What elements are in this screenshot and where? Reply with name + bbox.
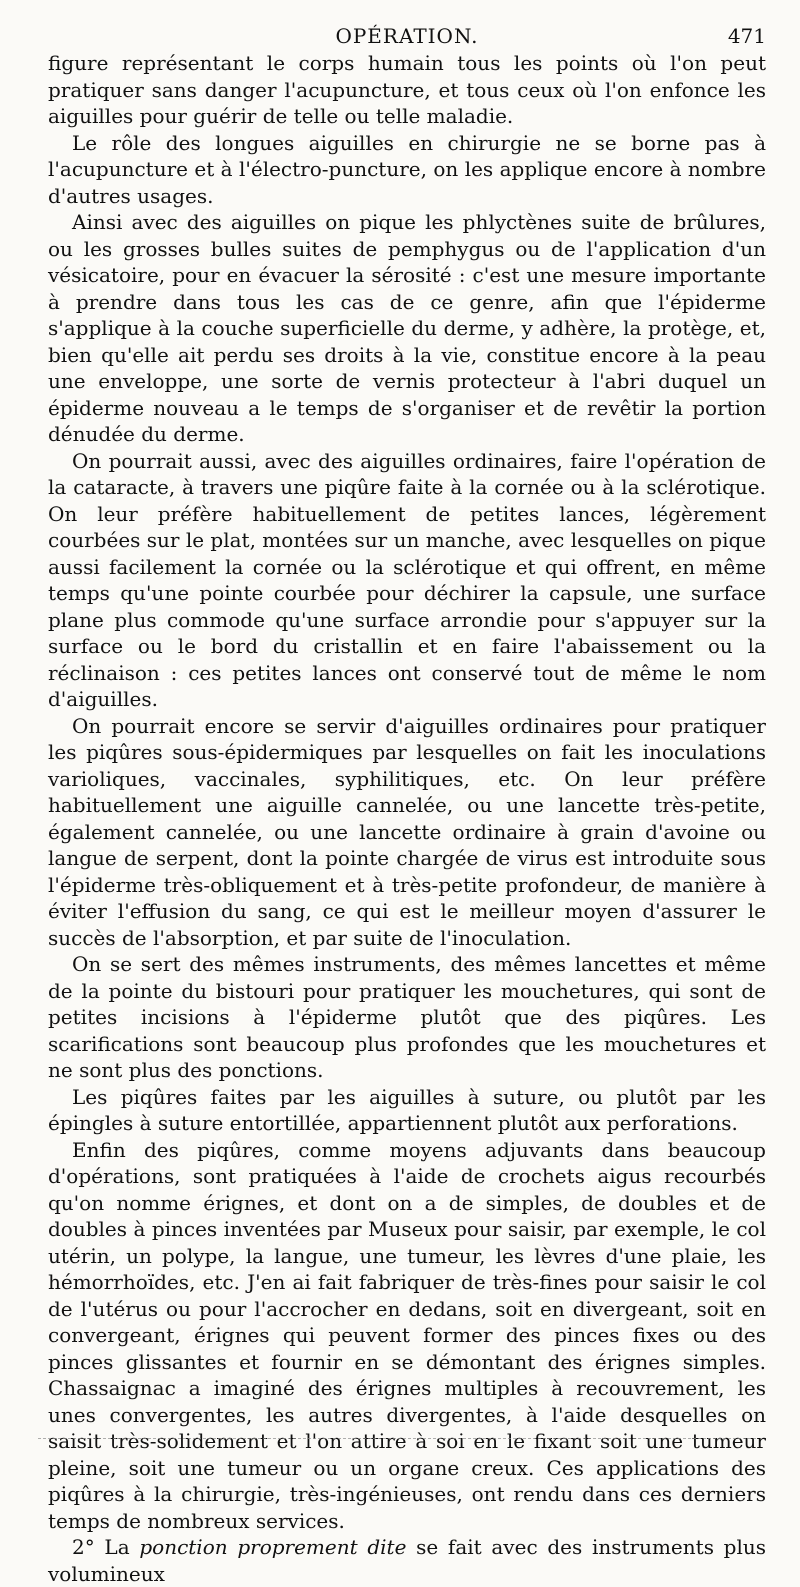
paragraph: On pourrait encore se servir d'aiguilles ordinaires pour pratiquer les piqûres sous-épidermiques par lesquelles on fait les inoculations varioliques, vaccinales, syphilitiques, etc. On leur préfère habituellement une aiguille cannelée, ou une lancette très-petite, également cannelée, ou une lancette ordinaire à grain d'avoine ou langue de serpent, dont la pointe chargée de virus est introduite sous l'épiderme très-obliquement et à très-petite profondeur, de manière à éviter l'effusion du sang, ce qui est le meilleur moyen d'assurer le succès de l'absorption, et par suite de l'inoculation. [48,713,766,950]
paragraph-prefix: 2° La [72,1535,140,1559]
page-title: OPÉRATION. [335,24,479,48]
document-body [48,50,766,1587]
paragraph [48,1534,766,1587]
paragraph: Le rôle des longues aiguilles en chirurgie ne se borne pas à l'acupuncture et à l'électro-puncture, on les applique encore à nombre d'autres usages. [48,130,766,208]
italic-phrase: ponction proprement dite [139,1535,407,1559]
paragraph: Enfin des piqûres, comme moyens adjuvants dans beaucoup d'opérations, sont pratiquées à l'aide de crochets aigus recourbés qu'on nomme érignes, et dont on a de simples, de doubles et de doubles à pinces inventées par Museux pour saisir, par exemple, le col utérin, un polype, la langue, une tumeur, les lèvres d'une plaie, les hémorrhoïdes, etc. J'en ai fait fabriquer de très-fines pour saisir le col de l'utérus ou pour l'accrocher en dedans, soit en divergeant, soit en convergeant, érignes qui peuvent former des pinces fixes ou des pinces glissantes et fournir en se démontant des érignes simples. Chassaignac a imaginé des érignes multiples à recouvrement, les unes convergentes, les autres divergentes, à l'aide desquelles on saisit très-solidement et l'on attire à soi en le fixant soit une tumeur pleine, soit une tumeur ou un organe creux. Ces applications des piqûres à la chirurgie, très-ingénieuses, ont rendu dans ces derniers temps de nombreux services. [48,1137,766,1533]
page-number: 471 [727,24,766,48]
paragraph-suffix: se fait avec des instruments plus volumineux [48,1535,766,1586]
page-header [48,10,766,50]
paragraph: Ainsi avec des aiguilles on pique les phlyctènes suite de brûlures, ou les grosses bulles suites de pemphygus ou de l'application d'un vésicatoire, pour en évacuer la sérosité : c'est une mesure importante à prendre dans tous les cas de ce genre, afin que l'épiderme s'applique à la couche superficielle du derme, y adhère, la protège, et, bien qu'elle ait perdu ses droits à la vie, constitue encore à la peau une enveloppe, une sorte de vernis protecteur à l'abri duquel un épiderme nouveau a le temps de s'organiser et de revêtir la portion dénudée du derme. [48,210,766,446]
paragraph: On se sert des mêmes instruments, des mêmes lancettes et même de la pointe du bistouri pour pratiquer les mouchetures, qui sont de petites incisions à l'épiderme plutôt que des piqûres. Les scarifications sont beaucoup plus profondes que les mouchetures et ne sont plus des ponctions. [48,952,766,1082]
paragraph: On pourrait aussi, avec des aiguilles ordinaires, faire l'opération de la cataracte, à travers une piqûre faite à la cornée ou à la sclérotique. On leur préfère habituellement de petites lances, légèrement courbées sur le plat, montées sur un manche, avec lesquelles on pique aussi facilement la cornée ou la sclérotique et qui offrent, en même temps qu'une pointe courbée pour déchirer la capsule, une surface plane plus commode qu'une surface arrondie pour s'appuyer sur la surface ou le bord du cristallin et en faire l'abaissement ou la réclinaison : ces petites lances ont conservé tout de même le nom d'aiguilles. [48,448,766,711]
paragraph: Les piqûres faites par les aiguilles à suture, ou plutôt par les épingles à suture entortillée, appartiennent plutôt aux perforations. [48,1084,766,1135]
paragraph: figure représentant le corps humain tous les points où l'on peut pratiquer sans danger l'acupuncture, et tous ceux où l'on enfonce les aiguilles pour guérir de telle ou telle maladie. [48,51,766,128]
page-bottom-rule [38,1438,756,1439]
